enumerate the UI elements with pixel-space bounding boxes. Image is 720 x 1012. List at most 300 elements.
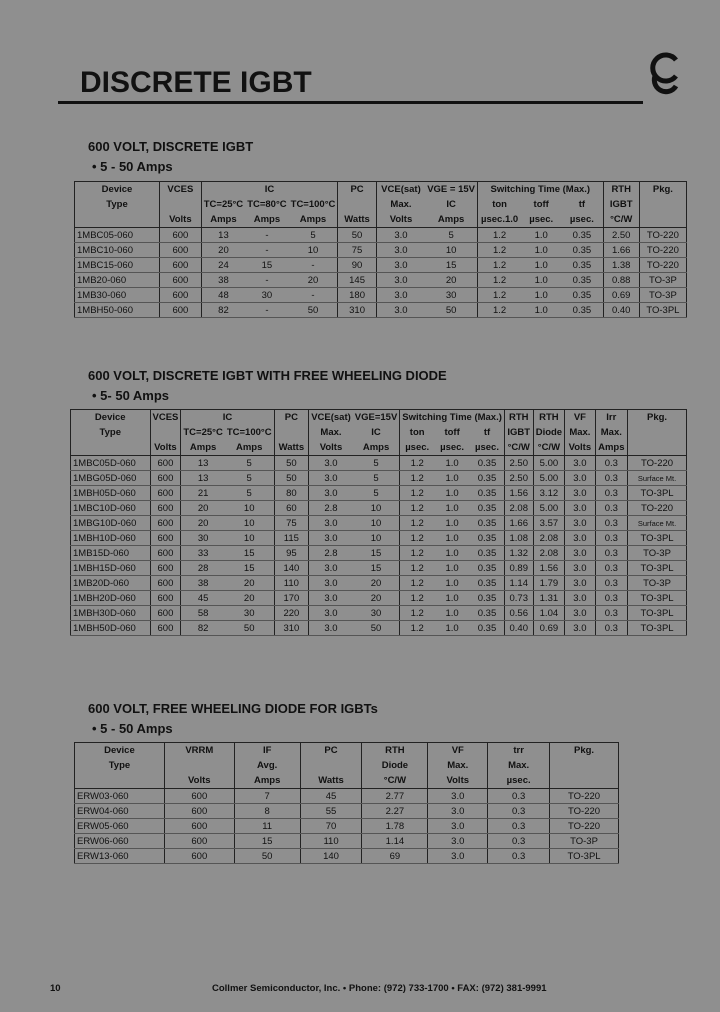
table-cell: 2.08 (533, 531, 565, 546)
table-cell: 1.0 (434, 621, 470, 636)
table-cell: 600 (164, 804, 234, 819)
table-cell: TO-3P (639, 288, 686, 303)
s1-unit-amps1: Amps (201, 212, 245, 228)
table-cell: 1.0 (434, 456, 470, 471)
table-cell: 600 (150, 501, 181, 516)
table-cell: 1.0 (434, 486, 470, 501)
table-cell: 30 (225, 606, 274, 621)
table-cell: 2.50 (504, 471, 533, 486)
s2-head-vge: VGE=15V (354, 412, 398, 423)
table-cell: - (289, 288, 338, 303)
table-cell: 0.3 (488, 789, 550, 804)
table-cell: 600 (150, 591, 181, 606)
table-cell: - (245, 273, 288, 288)
table-cell: 600 (160, 303, 202, 318)
table-cell: 48 (201, 288, 245, 303)
table-cell: 15 (353, 546, 400, 561)
table-cell: 1.0 (521, 303, 561, 318)
footer-contact: Collmer Semiconductor, Inc. • Phone: (972) 733-1700 • FAX: (972) 381-9991 (212, 983, 547, 994)
table-cell: 7 (234, 789, 300, 804)
table-cell: 2.77 (362, 789, 428, 804)
table-cell: 1.79 (533, 576, 565, 591)
table-cell: 600 (150, 486, 181, 501)
table-cell: 82 (201, 303, 245, 318)
s3-unit-volts: Volts (164, 773, 234, 789)
table-cell: 600 (164, 834, 234, 849)
device-type-cell: 1MB20-060 (75, 273, 160, 288)
device-type-cell: 1MBH05D-060 (71, 486, 151, 501)
table-cell: 600 (150, 471, 181, 486)
table-row (71, 621, 687, 636)
table-cell: 15 (234, 834, 300, 849)
table-cell: 20 (225, 576, 274, 591)
table-row (71, 576, 687, 591)
table-cell: 38 (181, 576, 225, 591)
table-cell: 600 (150, 621, 181, 636)
table-cell: 600 (164, 789, 234, 804)
table-cell: 3.0 (565, 531, 595, 546)
table-cell: 5 (353, 456, 400, 471)
table-cell: TO-3PL (628, 531, 687, 546)
table-cell: 5 (225, 486, 274, 501)
s2-head-toff: toff (444, 427, 460, 438)
device-type-cell: ERW04-060 (75, 804, 165, 819)
table-cell: 1.2 (478, 258, 522, 273)
table-cell: TO-3PL (628, 606, 687, 621)
table-cell: 0.69 (533, 621, 565, 636)
device-type-cell: 1MB20D-060 (71, 576, 151, 591)
table-cell: 1.0 (521, 228, 561, 243)
table-row (71, 546, 687, 561)
table-cell: 1.0 (434, 561, 470, 576)
table-cell: 0.40 (504, 621, 533, 636)
table-cell: 0.88 (603, 273, 639, 288)
title-underline (58, 101, 643, 104)
table-cell: 1.2 (478, 243, 522, 258)
table-cell: 2.08 (504, 501, 533, 516)
table-cell: TO-220 (550, 819, 619, 834)
s1-unit-usec2: µsec. (521, 212, 561, 228)
table-cell: 0.89 (504, 561, 533, 576)
table-cell: 2.8 (309, 501, 353, 516)
table-cell: 0.35 (561, 258, 603, 273)
s3-head-vfmax: Max. (428, 758, 488, 773)
s2-unit-amps3: Amps (353, 440, 400, 456)
table-cell: - (289, 258, 338, 273)
table-cell: 33 (181, 546, 225, 561)
s2-unit-amps4: Amps (595, 440, 628, 456)
table-row (71, 501, 687, 516)
table-row (75, 273, 687, 288)
s1-head-vge: VGE = 15V (427, 184, 475, 195)
table-cell: 0.3 (488, 834, 550, 849)
table-cell: 600 (150, 531, 181, 546)
table-cell: 600 (160, 228, 202, 243)
table-cell: 3.0 (565, 516, 595, 531)
s2-head-pc: PC (274, 410, 309, 426)
table-cell: 1.0 (521, 243, 561, 258)
table-cell: 3.0 (376, 288, 425, 303)
table-cell: 75 (338, 243, 376, 258)
s3-head-type: Type (108, 760, 131, 771)
table-cell: 1.14 (362, 834, 428, 849)
table-cell: 0.35 (470, 501, 504, 516)
table-cell: 3.0 (309, 456, 353, 471)
table-cell: TO-220 (550, 804, 619, 819)
table-cell: 3.0 (376, 258, 425, 273)
device-type-cell: 1MB30-060 (75, 288, 160, 303)
s3-unit-cw: °C/W (362, 773, 428, 789)
table-cell: 3.57 (533, 516, 565, 531)
table-cell: 0.3 (595, 621, 628, 636)
table-cell: 82 (181, 621, 225, 636)
table-cell: 140 (300, 849, 362, 864)
table-cell: 600 (150, 576, 181, 591)
table-cell: 5 (225, 471, 274, 486)
s3-head-rth: RTH (362, 743, 428, 759)
device-type-cell: 1MBH50D-060 (71, 621, 151, 636)
table-cell: 5 (425, 228, 477, 243)
page-title: DISCRETE IGBT (80, 66, 312, 99)
device-type-cell: 1MBH15D-060 (71, 561, 151, 576)
s1-head-tc25: TC=25°C (201, 197, 245, 212)
table-cell: 2.50 (603, 228, 639, 243)
table-cell: 30 (181, 531, 225, 546)
table-cell: 2.50 (504, 456, 533, 471)
table-cell: 15 (425, 258, 477, 273)
table-row (71, 561, 687, 576)
table-cell: 1.66 (603, 243, 639, 258)
s3-unit-watts: Watts (300, 773, 362, 789)
table-cell: 600 (160, 258, 202, 273)
table-row (71, 606, 687, 621)
table-cell: 1.14 (504, 576, 533, 591)
table-cell: 11 (234, 819, 300, 834)
s3-unit-volts2: Volts (428, 773, 488, 789)
s1-unit-watts: Watts (338, 212, 376, 228)
table-cell: 1.56 (533, 561, 565, 576)
table-cell: 50 (225, 621, 274, 636)
table-cell: 15 (225, 546, 274, 561)
section3-table (74, 742, 619, 864)
s2-head-device: Device (94, 412, 126, 423)
table-cell: 20 (181, 516, 225, 531)
table-cell: 30 (353, 606, 400, 621)
table-cell: 0.3 (595, 546, 628, 561)
table-row (71, 531, 687, 546)
table-cell: 90 (338, 258, 376, 273)
s2-head-max: Max. (309, 425, 353, 440)
table-cell: 50 (425, 303, 477, 318)
table-cell: 3.0 (565, 606, 595, 621)
table-cell: 0.3 (488, 849, 550, 864)
table-cell: - (245, 228, 288, 243)
table-cell: 3.0 (309, 516, 353, 531)
table-cell: 20 (201, 243, 245, 258)
table-cell: 1.0 (434, 606, 470, 621)
table-cell: 10 (353, 516, 400, 531)
table-cell: 1.2 (478, 228, 522, 243)
s2-head-igbt: IGBT (504, 425, 533, 440)
s3-head-trr: trr (488, 743, 550, 759)
s3-head-device: Device (104, 745, 135, 756)
table-cell: 1.0 (434, 591, 470, 606)
s2-unit-usec1: µsec. (400, 440, 434, 456)
table-cell: TO-3PL (628, 561, 687, 576)
table-cell: 13 (181, 471, 225, 486)
table-cell: 1.2 (478, 288, 522, 303)
table-cell: TO-220 (639, 228, 686, 243)
table-cell: 3.0 (428, 834, 488, 849)
table-cell: 10 (425, 243, 477, 258)
table-cell: 3.0 (565, 456, 595, 471)
table-cell: 38 (201, 273, 245, 288)
device-type-cell: 1MBG05D-060 (71, 471, 151, 486)
device-type-cell: 1MBH20D-060 (71, 591, 151, 606)
table-cell: 600 (150, 606, 181, 621)
s2-head-vf: VF (565, 410, 595, 426)
table-cell: 0.3 (595, 516, 628, 531)
section1-table-body (75, 228, 687, 318)
s2-head-tf: tf (483, 427, 491, 438)
device-type-cell: 1MBH50-060 (75, 303, 160, 318)
table-cell: 28 (181, 561, 225, 576)
table-cell: 3.0 (565, 576, 595, 591)
table-cell: 0.35 (470, 561, 504, 576)
device-type-cell: 1MBC10-060 (75, 243, 160, 258)
table-cell: 1.0 (521, 273, 561, 288)
s2-head-tc25: TC=25°C (181, 425, 225, 440)
table-cell: 3.0 (428, 819, 488, 834)
table-cell: 0.35 (561, 228, 603, 243)
table-cell: 0.35 (561, 273, 603, 288)
s2-head-tc100: TC=100°C (226, 427, 272, 438)
table-cell: - (245, 243, 288, 258)
table-row (71, 456, 687, 471)
table-cell: 50 (274, 471, 309, 486)
table-cell: 600 (150, 456, 181, 471)
table-cell: 50 (289, 303, 338, 318)
table-cell: - (245, 303, 288, 318)
section2-table (70, 409, 687, 636)
table-cell: 0.35 (470, 621, 504, 636)
table-cell: 0.40 (603, 303, 639, 318)
table-cell: 600 (150, 516, 181, 531)
s2-unit-volts: Volts (150, 440, 181, 456)
table-cell: 0.3 (488, 819, 550, 834)
s1-head-max: Max. (376, 197, 425, 212)
s3-unit-usec: µsec. (488, 773, 550, 789)
s1-head-ic: IC (201, 182, 338, 198)
table-cell: 0.3 (595, 576, 628, 591)
table-cell: 10 (353, 531, 400, 546)
table-cell: 5 (289, 228, 338, 243)
s1-unit-amps4: Amps (425, 212, 477, 228)
s1-unit-usec3: µsec. (561, 212, 603, 228)
device-type-cell: ERW13-060 (75, 849, 165, 864)
s2-head-ton: ton (400, 425, 434, 440)
table-cell: 1.0 (434, 531, 470, 546)
table-cell: 30 (425, 288, 477, 303)
table-cell: 50 (234, 849, 300, 864)
table-cell: 10 (353, 501, 400, 516)
s1-head-pc: PC (338, 182, 376, 198)
s2-head-diode: Diode (533, 425, 565, 440)
table-cell: 0.35 (561, 303, 603, 318)
s2-unit-amps2: Amps (225, 440, 274, 456)
s2-head-irrmax: Max. (595, 425, 628, 440)
section3-heading: 600 VOLT, FREE WHEELING DIODE FOR IGBTs (88, 701, 378, 716)
s2-head-irr: Irr (595, 410, 628, 426)
table-cell: 115 (274, 531, 309, 546)
table-cell: 20 (225, 591, 274, 606)
section3-table-body (75, 789, 619, 864)
s1-head-igbt: IGBT (603, 197, 639, 212)
table-cell: 21 (181, 486, 225, 501)
table-cell: 600 (160, 288, 202, 303)
table-cell: 20 (425, 273, 477, 288)
table-cell: 8 (234, 804, 300, 819)
table-cell: 1.66 (504, 516, 533, 531)
s1-head-pkg: Pkg. (639, 182, 686, 198)
s2-head-vcesat: VCE(sat) (309, 410, 353, 426)
table-cell: 0.35 (470, 606, 504, 621)
table-cell: 1.2 (478, 273, 522, 288)
section2-table-body (71, 456, 687, 636)
device-type-cell: ERW03-060 (75, 789, 165, 804)
table-cell: 10 (225, 501, 274, 516)
table-cell: 3.0 (309, 576, 353, 591)
s2-unit-amps1: Amps (181, 440, 225, 456)
table-cell: 1.2 (400, 531, 434, 546)
table-cell: 1.0 (434, 516, 470, 531)
table-cell: 1.0 (434, 576, 470, 591)
table-cell: 58 (181, 606, 225, 621)
table-cell: 5 (353, 471, 400, 486)
s2-head-ic2: IC (371, 427, 381, 438)
section1-table (74, 181, 687, 318)
table-cell: 0.35 (470, 486, 504, 501)
table-cell: 3.0 (565, 621, 595, 636)
s1-head-switching: Switching Time (Max.) (478, 182, 604, 198)
s1-head-tc80: TC=80°C (247, 199, 287, 210)
table-cell: 30 (245, 288, 288, 303)
table-cell: 0.35 (470, 471, 504, 486)
table-cell: 50 (338, 228, 376, 243)
table-cell: 1.2 (478, 303, 522, 318)
table-cell: 310 (338, 303, 376, 318)
table-cell: 1.2 (400, 606, 434, 621)
table-cell: 3.0 (309, 606, 353, 621)
table-cell: 95 (274, 546, 309, 561)
s1-head-device: Device (101, 184, 133, 195)
page-number: 10 (50, 983, 61, 994)
table-cell: 0.3 (595, 531, 628, 546)
device-type-cell: 1MBC05D-060 (71, 456, 151, 471)
table-cell: 80 (274, 486, 309, 501)
table-cell: 20 (353, 576, 400, 591)
table-cell: Surface Mt. (628, 471, 687, 486)
table-cell: 20 (181, 501, 225, 516)
section2-heading: 600 VOLT, DISCRETE IGBT WITH FREE WHEELING DIODE (88, 368, 447, 383)
s2-unit-usec2: µsec. (434, 440, 470, 456)
table-cell: 170 (274, 591, 309, 606)
table-row (75, 228, 687, 243)
device-type-cell: ERW06-060 (75, 834, 165, 849)
table-cell: 145 (338, 273, 376, 288)
table-cell: 3.0 (565, 591, 595, 606)
table-cell: 110 (274, 576, 309, 591)
table-cell: 45 (181, 591, 225, 606)
table-cell: 2.8 (309, 546, 353, 561)
s1-unit-usec1: µsec.1.0 (478, 212, 522, 228)
s2-head-rth1: RTH (504, 410, 533, 426)
table-row (75, 834, 619, 849)
table-cell: TO-3PL (628, 621, 687, 636)
s3-head-avg: Avg. (234, 758, 300, 773)
table-row (75, 804, 619, 819)
table-cell: 0.35 (470, 531, 504, 546)
s1-head-ic2: IC (446, 199, 456, 210)
s1-head-vcesat: VCE(sat) (376, 182, 425, 198)
table-cell: 3.0 (309, 531, 353, 546)
table-cell: 70 (300, 819, 362, 834)
s1-unit-amps2: Amps (245, 212, 288, 228)
table-cell: 3.0 (565, 471, 595, 486)
table-cell: 0.3 (595, 456, 628, 471)
table-cell: 3.0 (309, 471, 353, 486)
table-cell: TO-3PL (639, 303, 686, 318)
table-cell: 20 (353, 591, 400, 606)
s2-unit-volts2: Volts (309, 440, 353, 456)
table-cell: 1.0 (434, 471, 470, 486)
table-cell: 0.3 (595, 471, 628, 486)
table-cell: 0.35 (470, 576, 504, 591)
table-cell: 3.0 (428, 804, 488, 819)
table-cell: 600 (164, 849, 234, 864)
table-cell: 13 (201, 228, 245, 243)
device-type-cell: 1MBC15-060 (75, 258, 160, 273)
table-cell: 3.0 (309, 486, 353, 501)
table-cell: 1.2 (400, 591, 434, 606)
table-cell: 0.3 (595, 486, 628, 501)
table-cell: 3.0 (565, 501, 595, 516)
table-cell: 1.2 (400, 546, 434, 561)
table-row (75, 243, 687, 258)
table-cell: 1.0 (521, 288, 561, 303)
s2-head-ic: IC (181, 410, 274, 426)
device-type-cell: ERW05-060 (75, 819, 165, 834)
table-cell: 3.0 (376, 303, 425, 318)
s1-unit-volts2: Volts (376, 212, 425, 228)
section1-bullet: • 5 - 50 Amps (92, 159, 173, 174)
table-cell: 1.04 (533, 606, 565, 621)
table-cell: 600 (160, 273, 202, 288)
table-cell: 2.08 (533, 546, 565, 561)
table-cell: 0.35 (561, 243, 603, 258)
s2-unit-usec3: µsec. (470, 440, 504, 456)
device-type-cell: 1MBC10D-060 (71, 501, 151, 516)
table-cell: 3.0 (376, 228, 425, 243)
table-cell: TO-220 (639, 243, 686, 258)
table-cell: 10 (289, 243, 338, 258)
table-cell: TO-3P (639, 273, 686, 288)
table-cell: TO-220 (628, 456, 687, 471)
table-cell: 69 (362, 849, 428, 864)
company-logo-icon (648, 52, 682, 96)
table-cell: 45 (300, 789, 362, 804)
table-cell: 3.0 (565, 546, 595, 561)
